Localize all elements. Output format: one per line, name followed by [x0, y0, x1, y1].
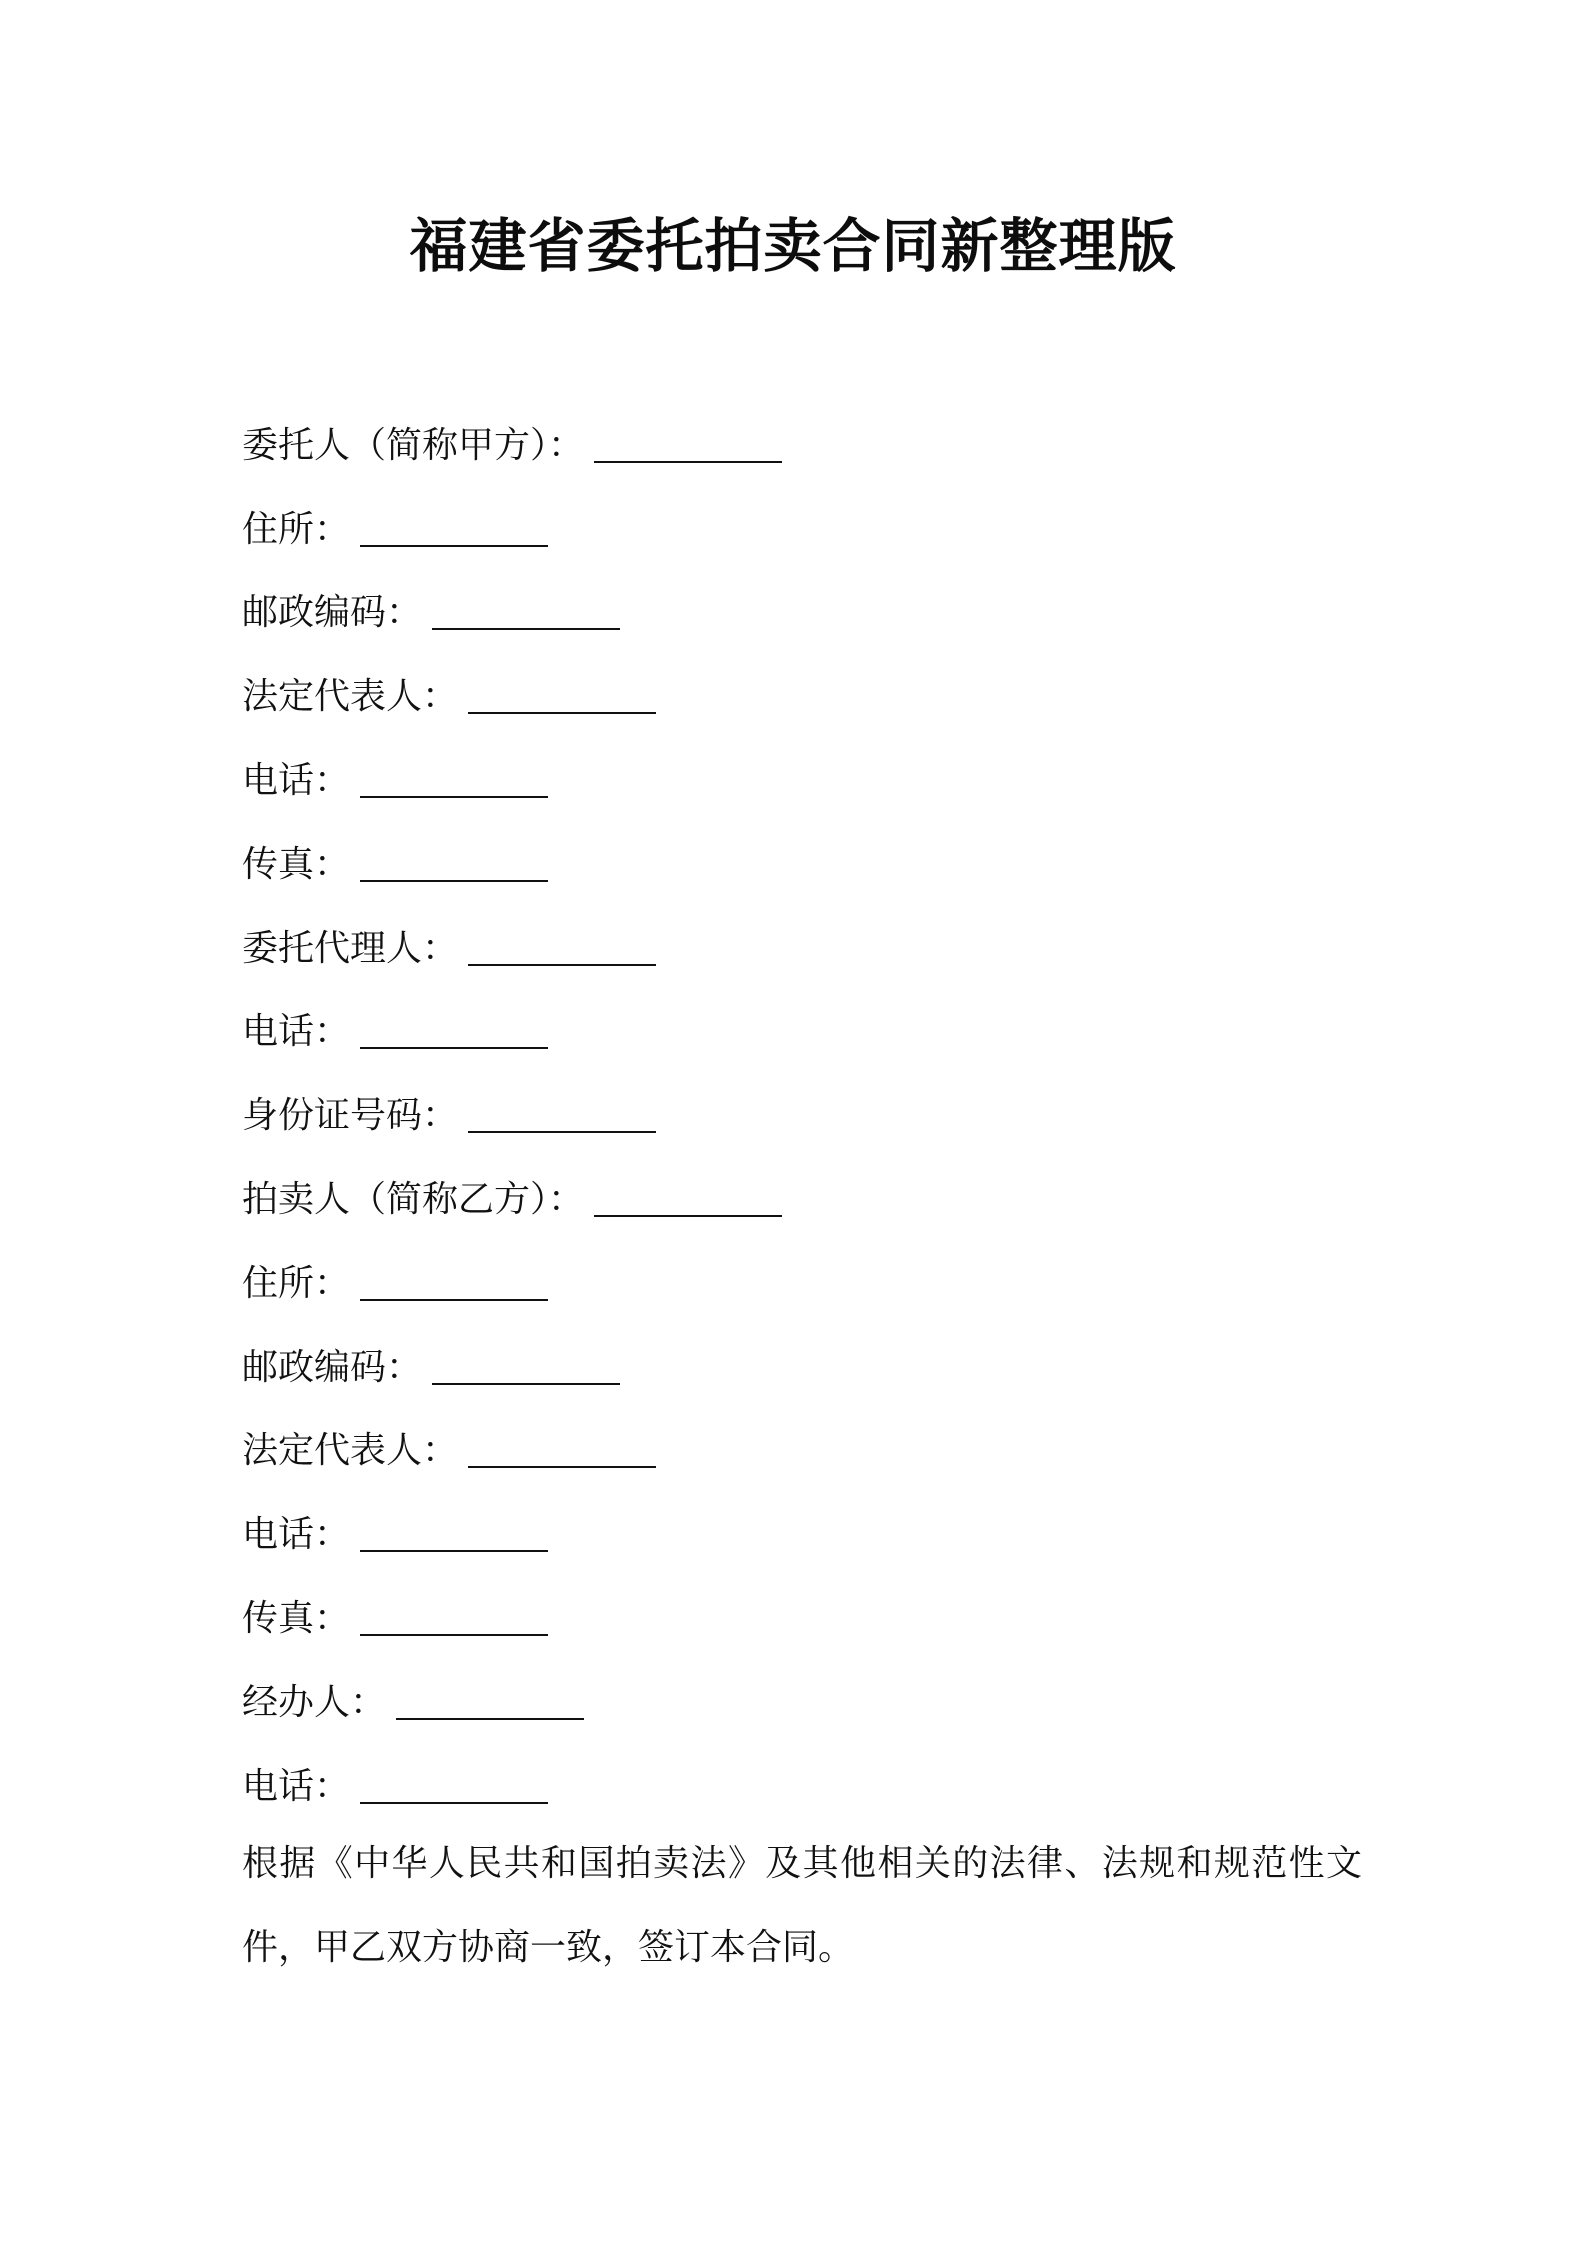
fill-in-blank[interactable] — [594, 421, 782, 463]
field-label: 住所： — [242, 508, 351, 550]
fill-in-blank[interactable] — [468, 1426, 656, 1468]
field-handler — [242, 1661, 1362, 1745]
field-label: 拍卖人（简称乙方）： — [242, 1179, 585, 1221]
fill-in-blank[interactable] — [360, 1007, 548, 1049]
fill-in-blank[interactable] — [432, 588, 620, 630]
field-label: 邮政编码： — [242, 592, 423, 634]
field-label: 传真： — [242, 1598, 351, 1640]
field-label: 电话： — [242, 1514, 351, 1556]
field-entrustor-phone — [242, 739, 1362, 823]
fill-in-blank[interactable] — [360, 1510, 548, 1552]
fill-in-blank[interactable] — [594, 1175, 782, 1217]
field-label: 住所： — [242, 1262, 351, 1304]
fill-in-blank[interactable] — [468, 672, 656, 714]
fill-in-blank[interactable] — [360, 840, 548, 882]
field-agent-phone — [242, 991, 1362, 1075]
field-label: 法定代表人： — [242, 1430, 459, 1472]
field-label: 电话： — [242, 1011, 351, 1053]
fill-in-blank[interactable] — [360, 1762, 548, 1804]
field-label: 法定代表人： — [242, 676, 459, 718]
field-entrustor — [242, 404, 1362, 488]
field-label: 邮政编码： — [242, 1346, 423, 1388]
field-id-number — [242, 1074, 1362, 1158]
field-auctioneer-fax — [242, 1577, 1362, 1661]
field-label: 传真： — [242, 843, 351, 885]
fill-in-blank[interactable] — [468, 1091, 656, 1133]
field-entrustor-fax — [242, 823, 1362, 907]
field-auctioneer-legal-rep — [242, 1410, 1362, 1494]
field-auctioneer-phone — [242, 1493, 1362, 1577]
preamble-paragraph: 根据《中华人民共和国拍卖法》及其他相关的法律、法规和规范性文件，甲乙双方协商一致，签订本合同。 — [242, 1843, 1362, 1968]
fill-in-blank[interactable] — [468, 924, 656, 966]
field-handler-phone — [242, 1745, 1362, 1829]
party-info-fields — [242, 404, 1362, 1829]
field-entrustor-address — [242, 488, 1362, 572]
field-entrustor-postcode — [242, 572, 1362, 656]
field-entrustor-legal-rep — [242, 655, 1362, 739]
field-auctioneer — [242, 1158, 1362, 1242]
field-auctioneer-address — [242, 1242, 1362, 1326]
field-label: 身份证号码： — [242, 1095, 459, 1137]
field-label: 电话： — [242, 1765, 351, 1807]
field-label: 委托人（简称甲方）： — [242, 424, 585, 466]
field-auctioneer-postcode — [242, 1326, 1362, 1410]
field-label: 委托代理人： — [242, 927, 459, 969]
fill-in-blank[interactable] — [360, 756, 548, 798]
fill-in-blank[interactable] — [432, 1343, 620, 1385]
fill-in-blank[interactable] — [360, 1594, 548, 1636]
document-title: 福建省委托拍卖合同新整理版 — [409, 212, 1177, 280]
field-label: 经办人： — [242, 1681, 387, 1723]
fill-in-blank[interactable] — [396, 1678, 584, 1720]
field-entrusted-agent — [242, 907, 1362, 991]
field-label: 电话： — [242, 760, 351, 802]
fill-in-blank[interactable] — [360, 505, 548, 547]
fill-in-blank[interactable] — [360, 1259, 548, 1301]
